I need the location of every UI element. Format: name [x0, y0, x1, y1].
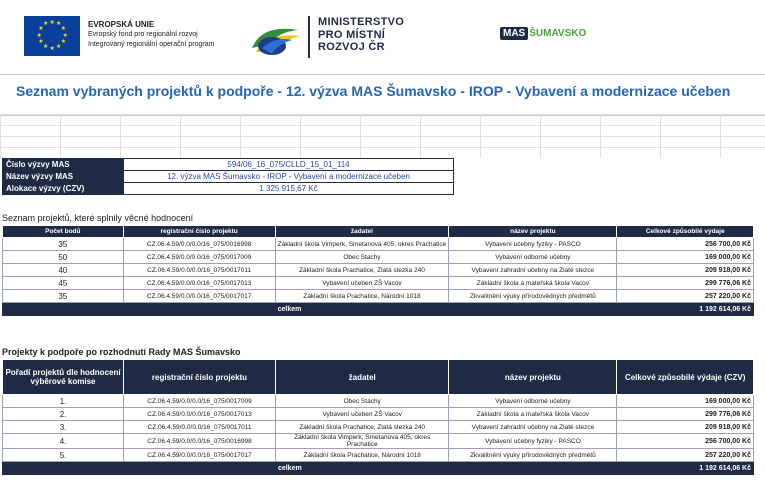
reg-number-cell: CZ.06.4.59/0.0/0.0/16_075/0017009 [124, 395, 276, 408]
expenses-cell: 169 000,00 Kč [617, 251, 754, 264]
total-value: 1 192 614,06 Kč [617, 462, 754, 475]
table-row [3, 264, 754, 277]
mas-name: ŠUMAVSKO [529, 28, 587, 39]
reg-number-cell: CZ.06.4.59/0.0/0.0/16_075/0017011 [124, 421, 276, 434]
expenses-cell: 169 000,00 Kč [617, 395, 754, 408]
score-cell: 45 [3, 277, 124, 290]
project-name-cell: Vybavení odborné učebny [449, 395, 617, 408]
spreadsheet-grid [0, 114, 765, 158]
column-header: Pořadí projektů dle hodnocení výběrové komise [3, 360, 124, 395]
total-spacer [3, 462, 124, 475]
mmr-logo-icon [248, 22, 304, 58]
project-name-cell: Základní škola a mateřská škola Vacov [449, 408, 617, 421]
table-row [3, 251, 754, 264]
table-row [3, 434, 754, 449]
eu-flag-logo [24, 16, 80, 56]
info-row-cislo [3, 159, 454, 171]
rank-cell: 3. [3, 421, 124, 434]
eu-star-icon: ★ [43, 21, 49, 28]
table1-heading: Seznam projektů, které splnily věcné hodnocení [2, 213, 194, 223]
applicant-cell: Obec Stachy [275, 395, 449, 408]
column-header: registrační číslo projektu [124, 360, 276, 395]
applicant-cell: Základní škola Vimperk, Smetanova 405, okres Prachatice [275, 434, 449, 449]
eu-star-icon: ★ [62, 32, 68, 39]
score-cell: 35 [3, 238, 124, 251]
rank-cell: 2. [3, 408, 124, 421]
reg-number-cell: CZ.06.4.59/0.0/0.0/16_075/0017011 [123, 264, 275, 277]
table-header-row [3, 360, 754, 395]
column-header: název projektu [449, 226, 617, 238]
score-cell: 35 [3, 290, 124, 303]
total-spacer [3, 303, 124, 316]
expenses-cell: 299 776,06 Kč [617, 277, 754, 290]
eu-star-icon: ★ [56, 43, 62, 50]
score-cell: 40 [3, 264, 124, 277]
total-label: celkem [275, 303, 449, 316]
eu-line3: Integrovaný regionální operační program [88, 41, 215, 48]
mmr-line1: MINISTERSTVO [318, 16, 405, 28]
table-row [3, 449, 754, 462]
approved-projects-table [2, 359, 754, 475]
project-name-cell: Zkvalitnění výuky přírodovědných předmětů [449, 449, 617, 462]
expenses-cell: 257 220,00 Kč [617, 449, 754, 462]
rank-cell: 4. [3, 434, 124, 449]
eu-star-icon: ★ [56, 21, 62, 28]
column-header: Celkové způsobilé výdaje (CZV) [617, 360, 754, 395]
reg-number-cell: CZ.06.4.59/0.0/0.0/16_075/0017013 [123, 277, 275, 290]
eu-line1: EVROPSKÁ UNIE [88, 20, 155, 29]
column-header: Celkové způsobilé výdaje [617, 226, 754, 238]
applicant-cell: Základní škola Prachatice, Národní 1018 [275, 449, 449, 462]
info-label: Alokace výzvy (CZV) [3, 183, 124, 195]
project-name-cell: Vybavení zahradní učebny na Zlaté stezce [449, 421, 617, 434]
info-label: Název výzvy MAS [3, 171, 124, 183]
project-name-cell: Vybavení zahradní učebny na Zlaté stezce [449, 264, 617, 277]
reg-number-cell: CZ.06.4.59/0.0/0.0/16_075/0017013 [124, 408, 276, 421]
project-name-cell: Vybavení učebny fyziky - PASCO [449, 434, 617, 449]
expenses-cell: 209 918,00 Kč [617, 264, 754, 277]
table-row [3, 395, 754, 408]
mmr-divider [308, 16, 310, 58]
total-spacer [449, 303, 617, 316]
table-row [3, 290, 754, 303]
info-row-nazev [3, 171, 454, 183]
eu-star-icon: ★ [38, 26, 44, 32]
mmr-line2: PRO MÍSTNÍ [318, 28, 386, 41]
column-header: žadatel [275, 360, 449, 395]
column-header: žadatel [275, 226, 449, 238]
applicant-cell: Základní škola Vimperk, Smetanova 405, okres Prachatice [275, 238, 449, 251]
reg-number-cell: CZ.06.4.59/0.0/0.0/16_075/0017017 [123, 290, 275, 303]
total-spacer [123, 303, 275, 316]
column-header: registrační číslo projektu [123, 226, 275, 238]
reg-number-cell: CZ.06.4.59/0.0/0.0/16_075/0017009 [123, 251, 275, 264]
expenses-cell: 209 918,00 Kč [617, 421, 754, 434]
score-cell: 50 [3, 251, 124, 264]
project-name-cell: Základní škola a mateřská škola Vacov [449, 277, 617, 290]
rank-cell: 1. [3, 395, 124, 408]
mas-sumavsko-logo [500, 28, 586, 39]
eu-star-icon: ★ [36, 32, 42, 39]
total-row [3, 303, 754, 316]
column-header: Počet bodů [3, 226, 124, 238]
eu-logo-text [88, 20, 765, 50]
eu-star-icon: ★ [49, 45, 55, 52]
total-spacer [124, 462, 276, 475]
project-name-cell: Vybavení učebny fyziky - PASCO [449, 238, 617, 251]
applicant-cell: Vybavení učeben ZŠ Vacov [275, 408, 449, 421]
info-value: 12. výzva MAS Šumavsko - IROP - Vybavení a modernizace učeben [124, 171, 454, 183]
table-row [3, 277, 754, 290]
applicant-cell: Základní škola Prachatice, Národní 1018 [275, 290, 449, 303]
rank-cell: 5. [3, 449, 124, 462]
info-label: Číslo výzvy MAS [3, 159, 124, 171]
expenses-cell: 256 700,00 Kč [617, 238, 754, 251]
mmr-line3: ROZVOJ ČR [318, 41, 385, 53]
total-label: celkem [275, 462, 449, 475]
expenses-cell: 257 220,00 Kč [617, 290, 754, 303]
page-title: Seznam vybraných projektů k podpoře - 12. výzva MAS Šumavsko - IROP - Vybavení a modernizace učeben [16, 83, 731, 99]
table2-heading: Projekty k podpoře po rozhodnutí Rady MAS Šumavsko [2, 347, 241, 357]
call-info-table [2, 158, 454, 195]
eu-star-icon: ★ [60, 39, 67, 45]
project-name-cell: Zkvalitnění výuky přírodovědných předmětů [449, 290, 617, 303]
total-row [3, 462, 754, 475]
eu-star-icon: ★ [38, 39, 44, 45]
eu-star-icon: ★ [49, 19, 55, 26]
column-header: název projektu [449, 360, 617, 395]
table-row [3, 421, 754, 434]
eu-star-icon: ★ [60, 26, 67, 32]
reg-number-cell: CZ.06.4.59/0.0/0.0/16_075/0016998 [123, 238, 275, 251]
mas-prefix: MAS [500, 27, 528, 40]
eu-line2: Evropský fond pro regionální rozvoj [88, 31, 198, 38]
expenses-cell: 256 700,00 Kč [617, 434, 754, 449]
expenses-cell: 299 776,06 Kč [617, 408, 754, 421]
total-spacer [449, 462, 617, 475]
eu-star-icon: ★ [43, 43, 49, 50]
table-header-row [3, 226, 754, 238]
applicant-cell: Obec Stachy [275, 251, 449, 264]
reg-number-cell: CZ.06.4.59/0.0/0.0/16_075/0016998 [124, 434, 276, 449]
table-row [3, 408, 754, 421]
total-value: 1 192 614,06 Kč [617, 303, 754, 316]
mmr-logo-text [318, 16, 404, 54]
applicant-cell: Základní škola Prachatice, Zlatá stezka 240 [275, 264, 449, 277]
applicant-cell: Vybavení učeben ZŠ Vacov [275, 277, 449, 290]
project-name-cell: Vybavení odborné učebny [449, 251, 617, 264]
evaluated-projects-table [2, 225, 754, 316]
reg-number-cell: CZ.06.4.59/0.0/0.0/16_075/0017017 [124, 449, 276, 462]
applicant-cell: Základní škola Prachatice, Zlatá stezka 240 [275, 421, 449, 434]
info-value: 1 325 915,67 Kč [124, 183, 454, 195]
info-value: 594/06_16_075/CLLD_15_01_114 [124, 159, 454, 171]
table-row [3, 238, 754, 251]
info-row-alokace [3, 183, 454, 195]
